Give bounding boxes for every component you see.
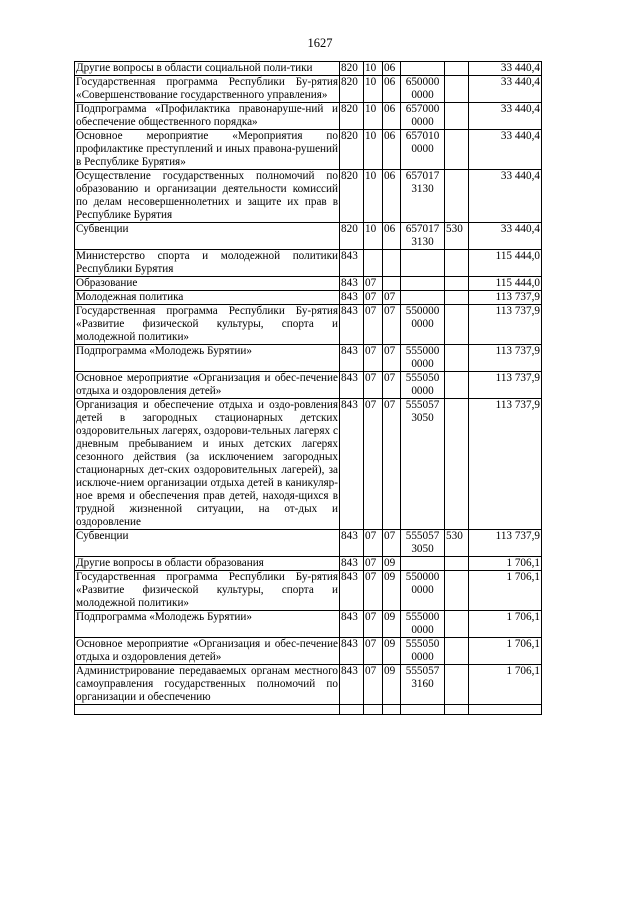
ministry-code-cell: 843	[340, 571, 364, 611]
table-row	[75, 557, 542, 571]
subsection-code-cell: 09	[383, 665, 401, 705]
target-article-cell: 657000 0000	[401, 103, 445, 130]
table-row	[75, 611, 542, 638]
section-code-cell: 07	[364, 638, 383, 665]
amount-cell: 115 444,0	[469, 250, 542, 277]
ministry-code-cell	[340, 705, 364, 715]
table-row	[75, 530, 542, 557]
amount-cell: 33 440,4	[469, 62, 542, 76]
table-row	[75, 277, 542, 291]
row-name-cell: Организация и обеспечение отдыха и оздо-ровления детей в загородных стационарных детских оздоровительных лагерях, оздорови-тельных лагерях с дневным пребыванием и иных детских лагерях сезонного действия (за исключением загородных стационарных дет-ских оздоровительных лагерей), за исключе-нием организации отдыха детей в каникуляр-ное время и обеспечения прав детей, находя-щихся в трудной жизненной ситуации, на от-дых и оздоровление	[76, 399, 338, 528]
section-code-cell	[364, 250, 383, 277]
section-code-cell	[364, 705, 383, 715]
subsection-code-cell: 06	[383, 62, 401, 76]
expense-type-cell: 530	[445, 223, 469, 250]
section-code-cell: 07	[364, 665, 383, 705]
amount-cell: 113 737,9	[469, 372, 542, 399]
row-name-cell: Основное мероприятие «Организация и обес-печение отдыха и оздоровления детей»	[76, 372, 338, 397]
row-name-cell: Подпрограмма «Молодежь Бурятии»	[75, 611, 340, 638]
target-article-cell: 550000 0000	[401, 305, 445, 345]
ministry-code-cell: 843	[340, 530, 364, 557]
row-name-cell: Субвенции	[75, 530, 340, 557]
target-article-cell: 555000 0000	[401, 345, 445, 372]
table-row	[75, 103, 542, 130]
expense-type-cell	[445, 638, 469, 665]
subsection-code-cell: 09	[383, 557, 401, 571]
target-article-cell: 657017 3130	[401, 170, 445, 223]
amount-cell: 1 706,1	[469, 571, 542, 611]
section-code-cell: 07	[364, 305, 383, 345]
row-name-cell: Администрирование передаваемых органам местного самоуправления государственных полномочий по организации и обеспечению	[76, 665, 338, 703]
row-name-cell: Министерство спорта и молодежной политики Республики Бурятия	[76, 250, 338, 275]
amount-cell: 33 440,4	[469, 76, 542, 103]
subsection-code-cell	[383, 250, 401, 277]
row-name-cell: Подпрограмма «Молодежь Бурятии»	[75, 345, 340, 372]
ministry-code-cell: 843	[340, 399, 364, 530]
target-article-cell: 555057 3160	[401, 665, 445, 705]
amount-cell: 33 440,4	[469, 223, 542, 250]
amount-cell: 113 737,9	[469, 530, 542, 557]
expense-type-cell	[445, 557, 469, 571]
amount-cell	[469, 705, 542, 715]
subsection-code-cell: 07	[383, 345, 401, 372]
subsection-code-cell: 09	[383, 611, 401, 638]
section-code-cell: 07	[364, 345, 383, 372]
table-row	[75, 665, 542, 705]
subsection-code-cell: 06	[383, 76, 401, 103]
expense-type-cell	[445, 305, 469, 345]
target-article-cell: 555057 3050	[401, 530, 445, 557]
row-name-cell: Государственная программа Республики Бу-рятия «Развитие физической культуры, спорта и молодежной политики»	[76, 571, 338, 609]
target-article-cell: 555050 0000	[401, 638, 445, 665]
page-number: 1627	[307, 36, 333, 50]
expense-type-cell	[445, 705, 469, 715]
section-code-cell: 07	[364, 530, 383, 557]
amount-cell: 115 444,0	[469, 277, 542, 291]
amount-cell: 1 706,1	[469, 638, 542, 665]
target-article-cell	[401, 250, 445, 277]
row-name-cell: Образование	[75, 277, 340, 291]
row-name-cell: Субвенции	[75, 223, 340, 250]
row-name-cell: Осуществление государственных полномочий по образованию и организации деятельности комиссий по делам несовершеннолетних и защите их прав в Республике Бурятия	[76, 170, 338, 221]
expense-type-cell: 530	[445, 530, 469, 557]
table-row	[75, 705, 542, 715]
ministry-code-cell: 843	[340, 611, 364, 638]
target-article-cell: 657017 3130	[401, 223, 445, 250]
ministry-code-cell: 843	[340, 372, 364, 399]
row-name-cell: Молодежная политика	[75, 291, 340, 305]
section-code-cell: 07	[364, 571, 383, 611]
expense-type-cell	[445, 345, 469, 372]
amount-cell: 113 737,9	[469, 399, 542, 530]
row-name-cell: Другие вопросы в области социальной поли-тики	[75, 62, 340, 76]
table-row	[75, 291, 542, 305]
target-article-cell: 555050 0000	[401, 372, 445, 399]
expense-type-cell	[445, 372, 469, 399]
table-row	[75, 76, 542, 103]
expense-type-cell	[445, 130, 469, 170]
subsection-code-cell: 07	[383, 291, 401, 305]
target-article-cell	[401, 62, 445, 76]
table-row	[75, 62, 542, 76]
subsection-code-cell: 07	[383, 372, 401, 399]
ministry-code-cell: 843	[340, 291, 364, 305]
ministry-code-cell: 843	[340, 638, 364, 665]
table-row	[75, 250, 542, 277]
ministry-code-cell: 820	[340, 170, 364, 223]
table-row	[75, 571, 542, 611]
expense-type-cell	[445, 399, 469, 530]
row-name-cell: Основное мероприятие «Организация и обес-печение отдыха и оздоровления детей»	[76, 638, 338, 663]
budget-table	[74, 61, 542, 715]
expense-type-cell	[445, 665, 469, 705]
section-code-cell: 07	[364, 372, 383, 399]
table-row	[75, 170, 542, 223]
expense-type-cell	[445, 291, 469, 305]
expense-type-cell	[445, 611, 469, 638]
row-name-cell: Государственная программа Республики Бу-рятия «Совершенствование государственного управления»	[76, 76, 338, 101]
subsection-code-cell	[383, 705, 401, 715]
amount-cell: 113 737,9	[469, 305, 542, 345]
target-article-cell: 550000 0000	[401, 571, 445, 611]
expense-type-cell	[445, 250, 469, 277]
section-code-cell: 10	[364, 62, 383, 76]
row-name-cell: Государственная программа Республики Бу-рятия «Развитие физической культуры, спорта и молодежной политики»	[76, 305, 338, 343]
row-name-cell	[75, 705, 340, 715]
ministry-code-cell: 820	[340, 223, 364, 250]
subsection-code-cell: 07	[383, 399, 401, 530]
amount-cell: 113 737,9	[469, 291, 542, 305]
amount-cell: 33 440,4	[469, 170, 542, 223]
ministry-code-cell: 820	[340, 76, 364, 103]
amount-cell: 1 706,1	[469, 665, 542, 705]
subsection-code-cell: 06	[383, 170, 401, 223]
row-name-cell: Подпрограмма «Профилактика правонаруше-ний и обеспечение общественного порядка»	[76, 103, 338, 128]
section-code-cell: 10	[364, 103, 383, 130]
row-name-cell: Основное мероприятие «Мероприятия по профилактике преступлений и иных правона-рушений в Республике Бурятия»	[76, 130, 338, 168]
subsection-code-cell: 06	[383, 103, 401, 130]
table-row	[75, 345, 542, 372]
table-row	[75, 372, 542, 399]
table-row	[75, 305, 542, 345]
section-code-cell: 07	[364, 557, 383, 571]
subsection-code-cell: 07	[383, 305, 401, 345]
section-code-cell: 07	[364, 611, 383, 638]
expense-type-cell	[445, 76, 469, 103]
ministry-code-cell: 843	[340, 305, 364, 345]
amount-cell: 1 706,1	[469, 557, 542, 571]
subsection-code-cell: 09	[383, 571, 401, 611]
table-row	[75, 638, 542, 665]
section-code-cell: 07	[364, 277, 383, 291]
table-row	[75, 223, 542, 250]
budget-table-body	[75, 62, 542, 715]
amount-cell: 33 440,4	[469, 130, 542, 170]
section-code-cell: 10	[364, 223, 383, 250]
subsection-code-cell	[383, 277, 401, 291]
ministry-code-cell: 843	[340, 557, 364, 571]
subsection-code-cell: 09	[383, 638, 401, 665]
expense-type-cell	[445, 571, 469, 611]
section-code-cell: 07	[364, 399, 383, 530]
subsection-code-cell: 06	[383, 130, 401, 170]
target-article-cell	[401, 291, 445, 305]
table-row	[75, 130, 542, 170]
row-name-cell: Другие вопросы в области образования	[75, 557, 340, 571]
ministry-code-cell: 820	[340, 62, 364, 76]
target-article-cell: 555000 0000	[401, 611, 445, 638]
ministry-code-cell: 820	[340, 130, 364, 170]
target-article-cell: 555057 3050	[401, 399, 445, 530]
ministry-code-cell: 843	[340, 277, 364, 291]
target-article-cell	[401, 705, 445, 715]
target-article-cell	[401, 277, 445, 291]
expense-type-cell	[445, 103, 469, 130]
target-article-cell: 650000 0000	[401, 76, 445, 103]
target-article-cell	[401, 557, 445, 571]
subsection-code-cell: 06	[383, 223, 401, 250]
section-code-cell: 07	[364, 291, 383, 305]
section-code-cell: 10	[364, 76, 383, 103]
expense-type-cell	[445, 62, 469, 76]
ministry-code-cell: 843	[340, 250, 364, 277]
target-article-cell: 657010 0000	[401, 130, 445, 170]
section-code-cell: 10	[364, 170, 383, 223]
amount-cell: 33 440,4	[469, 103, 542, 130]
amount-cell: 113 737,9	[469, 345, 542, 372]
subsection-code-cell: 07	[383, 530, 401, 557]
expense-type-cell	[445, 170, 469, 223]
table-row	[75, 399, 542, 530]
expense-type-cell	[445, 277, 469, 291]
ministry-code-cell: 843	[340, 345, 364, 372]
amount-cell: 1 706,1	[469, 611, 542, 638]
section-code-cell: 10	[364, 130, 383, 170]
ministry-code-cell: 820	[340, 103, 364, 130]
ministry-code-cell: 843	[340, 665, 364, 705]
